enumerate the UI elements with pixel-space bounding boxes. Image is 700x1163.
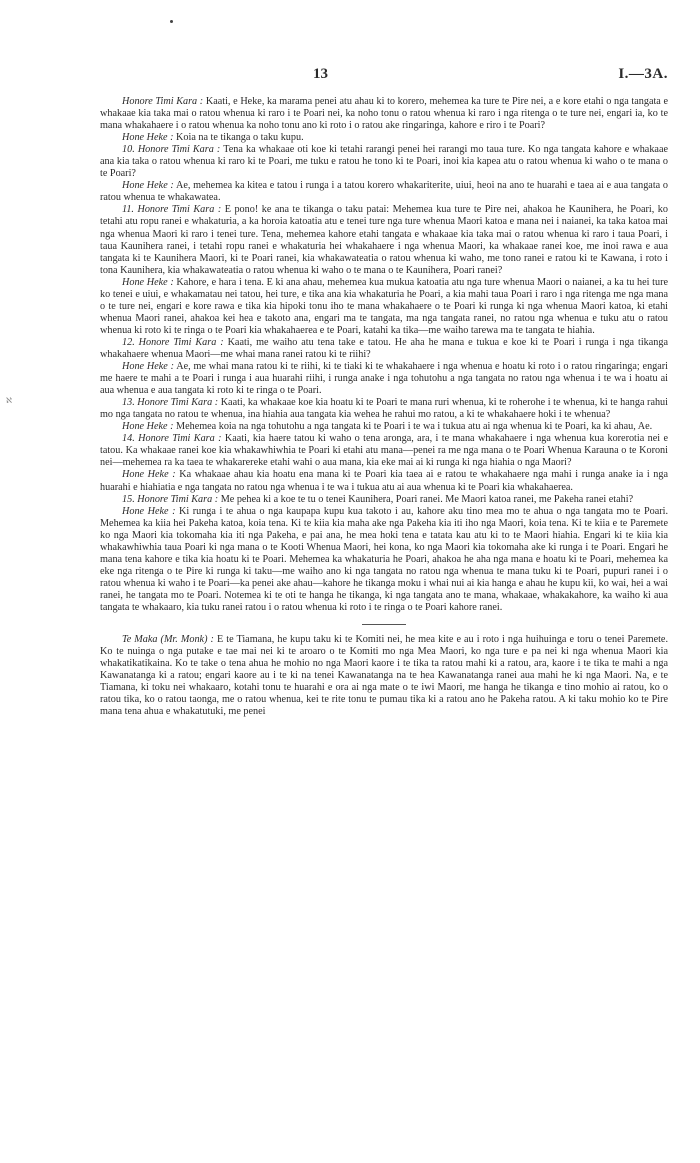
paragraph-text: Kaati, kia haere tatou ki waho o tena aronga, ara, i te mana whakahaere i nga whenua kua korerotia nei e tatou. Ka whakaae ranei koe kia whakawhiwhia te Poari ki etahi atu mana—penei ra me nga mana o te Poari Whenua Karauna o te Koroni nei—mehemea ra ka taea te whakarereke etahi wahi o aua mana, kia eke mai ai ki runga ki nga hiahia o nga Maori? <box>100 433 668 469</box>
paragraph-text: Ka whakaae ahau kia hoatu ena mana ki te Poari kia taea ai e ratou te whakahaere nga mahi i runga anake ia i nga huarahi e hiahiatia e nga tangata no ratou nga whenua i te wa i tukua atu ai aua whenua ki te Poari kia whakahaerea. <box>100 469 669 493</box>
paragraph-text: Ki runga i te ahua o nga kaupapa kupu kua takoto i au, kahore aku tino mea mo te ahua o nga tangata mo te Poari. Mehemea ka kiia hei Pakeha katoa, koia tena. Ki te kiia kia maha ake nga Pakeha kia iti iho nga Maori, koia tena. Ki te kiia e te Paremete ko nga Maori kia tokomaha kia iti nga Pakeha, e pai ana, he mea hoki tena e tatata kau atu ki to te Maori hiahia. Engari ki te kiia kia whakawhiwhia taua Poari ki nga mana o te Kooti Whenua Maori, hei kona, ko nga Maori kia tokomaha ake ki runga i te Poari. Engari he mana tena kahore e tika kia hoatu ki te Poari. Mehemea ka whakaturia he Poari, ahakoa he aha nga mana e hoatu ki te Poari, mehemea ka eke nga ritenga o te Pire ki runga ki taku—me waiho ano ki nga tangata no ratou nga whenua te mana tuku ki te Poari, pupuri ranei i o ratou whenua ki waho i te Poari—ka penei ake ahau—kahore he tikanga moku i whai nui ai kia hanga e ahau he kupu kii, ko wai, hei a wai ranei, he tangata mo te Poari. Notemea ki te oti te hanga he tikanga, ki nga tangata ano te mana, whakaae, whakakahore, ka waiho ki aua tangata te whakaaro, kia tuku ranei ratou i o ratou whenua ki roto i te ringa o te Poari kahore ranei. <box>100 505 669 613</box>
paragraph-text: Me pehea ki a koe te tu o tenei Kaunihera, Poari ranei. Me Maori katoa ranei, me Pakeha ranei etahi? <box>218 493 634 505</box>
paragraph-text: Koia na te tikanga o taku kupu. <box>173 132 304 144</box>
speaker: 13. Honore Timi Kara : <box>122 397 219 409</box>
speaker: Hone Heke : <box>122 361 175 373</box>
paragraph <box>100 469 668 493</box>
margin-mark: ℵ <box>6 396 12 405</box>
speaker: 10. Honore Timi Kara : <box>122 144 221 156</box>
page-number: 13 <box>313 66 328 82</box>
paragraph-text: E pono! ke ana te tikanga o taku patai: Mehemea kua ture te Pire nei, ahakoa he Kaunihera, he Poari, ko tetahi atu ropu ranei e whakaturia, a ka horoia katoatia atu e tenei ture nga ture whenua Maori katoa e mana nei i naianei, ka taka katoa mai nga whenua Maori ki raro i tenei ture. Tena, mehemea kahore etahi tangata e whakaae kia taka mai o ratou whenua ki raro i taua Poari, i taua Kaunihera ranei, i tetahi ropu ranei e whakaturia hei whakahaere i nga whenua Maori, ka whakaae ranei koe, me inoi rawa e aua tangata ki te Kaunihera Maori, ki te Poari ranei, kia whakawateatia o ratou whenua ki waho, me tono ranei e ratou ki te Kawana, i roto i tona Kaunihera, kia whakawateatia o ratou whenua ki waho o te mana o te Kaunihera, Poari ranei? <box>100 204 668 276</box>
paragraph-text: Mehemea koia na nga tohutohu a nga tangata ki te Poari i te wa i tukua atu ai nga whenua ki te Poari, ka ki ahau, Ae. <box>173 421 653 433</box>
paragraph-text: Kahore, e hara i tena. E ki ana ahau, mehemea kua mukua katoatia atu nga ture whenua Maori o naianei, a ka tu hei ture ko tenei e uiui, e whakamatau nei tatou, hei ture, e tika ana kia whakaturia he Poari, a kia mahi taua Poari i raro i nga ritenga me nga mana o te ture nei, engari e kore rawa e tika kia hipoki tonu iho te mana whakahaere o te Poari ki runga ki nga whenua Maori katoa, ki etahi whenua Maori ranei, ahakoa kei hea e takoto ana, engari ma te tangata, ma nga tangata ranei, no ratou nga whenua e tuku atu o ratou whenua ki roto ki te ringa o te Poari kia whakahaerea e te Poari, katahi ka tika—me waiho tarewa ma te tangata te hiahia. <box>100 276 668 336</box>
speaker: 12. Honore Timi Kara : <box>122 336 224 348</box>
paragraph <box>100 277 668 337</box>
paragraph <box>100 144 668 180</box>
speaker: Honore Timi Kara : <box>122 96 204 107</box>
paragraph <box>100 204 668 276</box>
paragraph <box>100 96 668 132</box>
paragraph-text: Kaati, e Heke, ka marama penei atu ahau ki to korero, mehemea ka ture te Pire nei, a e kore etahi o nga tangata e whakaae kia taka mai o ratou whenua ki raro i te Poari nei, ka noho tonu o ratou whenua ki raro i nga ritenga o te ture nei, engari ia, ko te mana whakahaere i o ratou whenua ka noho tonu ano ki roto i o ratou ake ringaringa, kahore e riro i te Poari? <box>100 96 668 132</box>
paragraph <box>100 433 668 469</box>
speaker: Hone Heke : <box>122 505 176 517</box>
speaker: Hone Heke : <box>122 421 174 433</box>
paragraph-text: Tena ka whakaae oti koe ki tetahi rarangi penei hei rarangi mo taua ture. Ko nga tangata kahore e whakaae ana kia taka o ratou whenua ki raro ki te Poari, me tuku e ratou he tono ki te Poari, inoi kia kapea atu o ratou whenua ki waho o te mana o te Poari? <box>100 144 668 180</box>
paragraph <box>100 132 668 144</box>
paragraph-text: E te Tiamana, he kupu taku ki te Komiti nei, he mea kite e au i roto i nga huihuinga e toru o tenei Paremete. Ko te nuinga o nga putake e tae mai nei ki te aroaro o te Komiti mo nga Mea Maori, ko nga ture e pa nei ki nga whenua Maori kia whakatikatikaina. Ko te take o tena ahua he mohio no nga Maori kaore i te tika ta ratou mahi ki a ratou, ara, kaore i te tika te mahi a nga Kawanatanga ki a ratou; engari kaore au i te ki na tenei Kawanatanga na te hea Kawanatanga ranei aua mahi he ki nga Maori. Na, e te Tiamana, ki toku nei whakaaro, kotahi tonu te huarahi e ora ai nga mate o te iwi Maori, me hanga he tikanga e tino mohio ai ratou, ko o ratou tika, ko o ratou taonga, me o ratou whenua, kei te rite tonu te pumau tika ki a ratou ano he Pakeha ratou. A ki taku mohio ko te Pire mana tena ahua e whakatutuki, me penei <box>100 634 668 718</box>
paragraph-text: Kaati, me waiho atu tena take e tatou. He aha he mana e tukua e koe ki te Poari i runga i nga tikanga whakahaere whenua Maori—me whai mana ranei ratou ki te riihi? <box>100 336 668 360</box>
speaker: Hone Heke : <box>122 469 176 481</box>
body-text <box>100 96 668 718</box>
paragraph <box>100 337 668 361</box>
paragraph-text: Kaati, ka whakaae koe kia hoatu ki te Poari te mana ruri whenua, ki te roherohe i te whenua, ki te hanga rahui mo nga tangata no ratou te whenua, ina hiahia aua tangata kia wehea he rahui mo ratou, a ki te whakahaere hoki i te whenua? <box>100 397 668 421</box>
speaker: Hone Heke : <box>122 132 174 144</box>
paragraph <box>100 421 668 433</box>
paragraph <box>100 506 668 614</box>
paragraph <box>100 494 668 506</box>
paragraph-closing <box>100 634 668 718</box>
speaker: 14. Honore Timi Kara : <box>122 433 222 445</box>
speaker: 11. Honore Timi Kara : <box>122 204 222 216</box>
paragraph-text: Ae, me whai mana ratou ki te riihi, ki te tiaki ki te whakahaere i nga whenua e hoatu ki roto i o ratou ringaringa; engari me haere te mahi a te Poari i runga i aua huarahi riihi, i runga anake i nga tohutohu a nga tangata no ratou nga whenua i te wa i hoatu ai aua whenua e aua tangata ki roto ki te ringa o te Poari. <box>100 361 669 397</box>
paragraph-text: Ae, mehemea ka kitea e tatou i runga i a tatou korero whakariterite, uiui, heoi na ano te huarahi e taea ai e aua tangata o ratou whenua te whakawatea. <box>100 180 668 204</box>
paragraph <box>100 180 668 204</box>
section-divider <box>362 624 406 625</box>
speaker: Hone Heke : <box>122 276 174 288</box>
speaker: 15. Honore Timi Kara : <box>122 493 219 505</box>
speaker: Hone Heke : <box>122 180 174 192</box>
document-reference: I.—3A. <box>618 66 668 82</box>
paragraph <box>100 361 668 397</box>
speaker: Te Maka (Mr. Monk) : <box>122 634 214 646</box>
page-speck <box>170 20 173 23</box>
paragraph <box>100 397 668 421</box>
